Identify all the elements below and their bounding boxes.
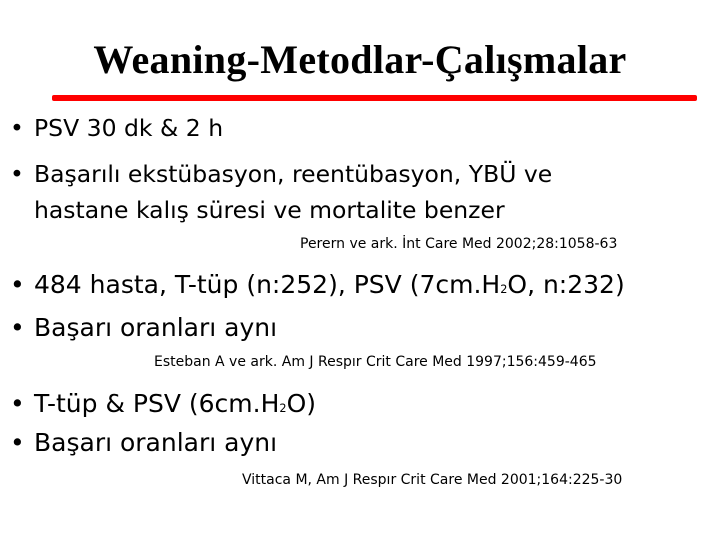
slide-title: Weaning-Metodlar-Çalışmalar <box>93 37 627 82</box>
bullet-continuation-text: hastane kalış süresi ve mortalite benzer <box>34 196 505 224</box>
bullet-text-part: O, n:232) <box>507 270 625 299</box>
bullet-text: Başarı oranları aynı <box>34 313 278 342</box>
reference-citation: Vittaca M, Am J Respır Crit Care Med 2001;164:225-30 <box>242 472 623 488</box>
subscript: 2 <box>279 402 287 415</box>
bullet-dot: • <box>10 428 25 457</box>
bullet-dot: • <box>10 313 25 342</box>
bullet-dot: • <box>10 389 25 418</box>
reference-citation: Esteban A ve ark. Am J Respır Crit Care Med 1997;156:459-465 <box>154 354 597 370</box>
bullet-dot: • <box>10 160 24 188</box>
bullet-dot: • <box>10 114 24 142</box>
bullet-text: Başarılı ekstübasyon, reentübasyon, YBÜ ve <box>34 160 553 188</box>
bullet-text: PSV 30 dk & 2 h <box>34 114 224 142</box>
bullet-text-part: T-tüp & PSV (6cm.H <box>34 389 280 418</box>
bullet-text <box>34 268 625 307</box>
bullet-text-part: O) <box>286 389 317 418</box>
bullet-text: Başarı oranları aynı <box>34 428 278 457</box>
bullet-text <box>34 387 316 426</box>
bullet-text-part: 484 hasta, T-tüp (n:252), PSV (7cm.H <box>34 270 501 299</box>
bullet-dot: • <box>10 270 25 299</box>
reference-citation: Perern ve ark. İnt Care Med 2002;28:1058-63 <box>300 236 618 252</box>
title-underline <box>52 95 697 101</box>
subscript: 2 <box>500 283 508 296</box>
